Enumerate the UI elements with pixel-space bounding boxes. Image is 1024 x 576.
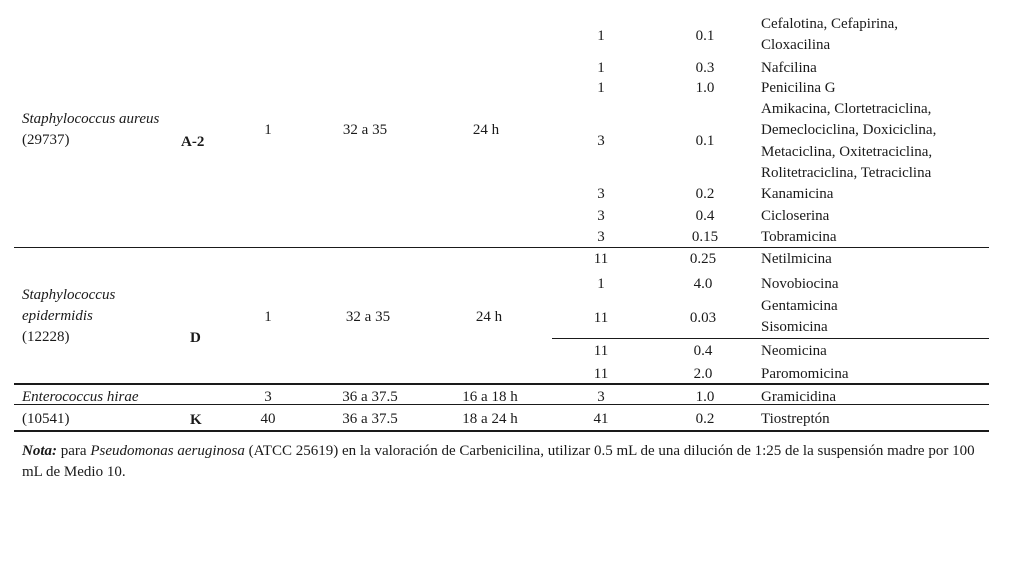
inoculum-volume: 0.1 [695, 28, 715, 44]
assay-medium: 3 [597, 208, 605, 224]
organism-code: K [190, 412, 202, 428]
inoculum-volume: 1.0 [695, 389, 715, 405]
assay-medium: 11 [593, 251, 609, 267]
inoculum-volume: 0.2 [695, 411, 715, 427]
inoculum-medium: 1 [264, 309, 272, 325]
organism-name: epidermidis [22, 308, 93, 324]
assay-medium: 3 [597, 229, 605, 245]
assay-medium: 11 [593, 343, 609, 359]
inoculum-medium: 1 [264, 122, 272, 138]
note-text: para [57, 443, 91, 459]
antibiotic-name: Neomicina [761, 343, 827, 359]
inoculum-volume: 0.03 [689, 310, 717, 326]
assay-medium: 3 [597, 186, 605, 202]
row-divider [14, 404, 989, 405]
inoculum-volume: 0.2 [695, 186, 715, 202]
antibiotic-name: Amikacina, Clortetraciclina, [761, 101, 932, 117]
table-bottom-rule [14, 430, 989, 432]
assay-medium: 41 [593, 411, 609, 427]
organism-name: Staphylococcus aureus [22, 111, 160, 127]
antibiotic-name: Penicilina G [761, 80, 836, 96]
organism-name: Enterococcus hirae [22, 389, 139, 405]
antibiotic-name: Tobramicina [761, 229, 837, 245]
incubation-temperature: 32 a 35 [342, 122, 388, 138]
antibiotic-name: Nafcilina [761, 60, 817, 76]
incubation-time: 24 h [472, 122, 500, 138]
antibiotic-name: Kanamicina [761, 186, 834, 202]
antibiotic-name: Tiostreptón [761, 411, 830, 427]
note-organism: Pseudomonas aeruginosa [90, 443, 245, 459]
assay-medium: 1 [597, 60, 605, 76]
organism-code: D [190, 330, 201, 346]
incubation-temperature: 36 a 37.5 [342, 411, 398, 427]
incubation-time: 24 h [475, 309, 503, 325]
assay-medium: 11 [593, 310, 609, 326]
antibiotic-name: Novobiocina [761, 276, 839, 292]
incubation-temperature: 32 a 35 [345, 309, 391, 325]
antibiotic-name: Rolitetraciclina, Tetraciclina [761, 165, 932, 181]
inoculum-volume: 2.0 [693, 366, 713, 382]
note-label: Nota: [22, 443, 57, 459]
subgroup-divider [552, 338, 989, 339]
assay-medium: 1 [597, 28, 605, 44]
inoculum-volume: 4.0 [693, 276, 713, 292]
incubation-time: 16 a 18 h [462, 389, 518, 405]
organism-code: A-2 [181, 134, 205, 150]
inoculum-volume: 0.15 [691, 229, 719, 245]
inoculum-volume: 0.25 [689, 251, 717, 267]
inoculum-volume: 0.1 [695, 133, 715, 149]
antibiotic-name: Paromomicina [761, 366, 849, 382]
antibiotic-name: Demeclociclina, Doxiciclina, [761, 122, 937, 138]
organism-atcc: (10541) [22, 411, 70, 427]
incubation-time: 18 a 24 h [462, 411, 518, 427]
antibiotic-name: Cloxacilina [761, 37, 831, 53]
antibiotic-name: Gentamicina [761, 298, 838, 314]
assay-medium: 1 [597, 276, 605, 292]
inoculum-medium: 40 [260, 411, 276, 427]
inoculum-volume: 1.0 [695, 80, 715, 96]
inoculum-medium: 3 [264, 389, 272, 405]
organism-name: Staphylococcus [22, 287, 116, 303]
assay-medium: 3 [597, 133, 605, 149]
assay-medium: 3 [597, 389, 605, 405]
inoculum-volume: 0.4 [695, 208, 715, 224]
antibiotic-name: Cefalotina, Cefapirina, [761, 16, 899, 32]
antibiotic-name: Cicloserina [761, 208, 830, 224]
antibiotic-name: Metaciclina, Oxitetraciclina, [761, 144, 933, 160]
assay-medium: 1 [597, 80, 605, 96]
note-text: (ATCC 25619) en la valoración de Carbenicilina, utilizar 0.5 mL de una dilución de 1:25 de la suspensión madre por 100 mL de Medio 10. [22, 443, 975, 480]
incubation-temperature: 36 a 37.5 [342, 389, 398, 405]
organism-atcc: (29737) [22, 132, 70, 148]
inoculum-volume: 0.3 [695, 60, 715, 76]
organism-atcc: (12228) [22, 329, 70, 345]
group-divider [14, 383, 989, 385]
antibiotic-name: Gramicidina [761, 389, 836, 405]
inoculum-volume: 0.4 [693, 343, 713, 359]
assay-medium: 11 [593, 366, 609, 382]
group-divider [14, 247, 989, 248]
antibiotic-name: Netilmicina [761, 251, 832, 267]
table-footnote [22, 441, 982, 483]
antibiotic-name: Sisomicina [761, 319, 828, 335]
